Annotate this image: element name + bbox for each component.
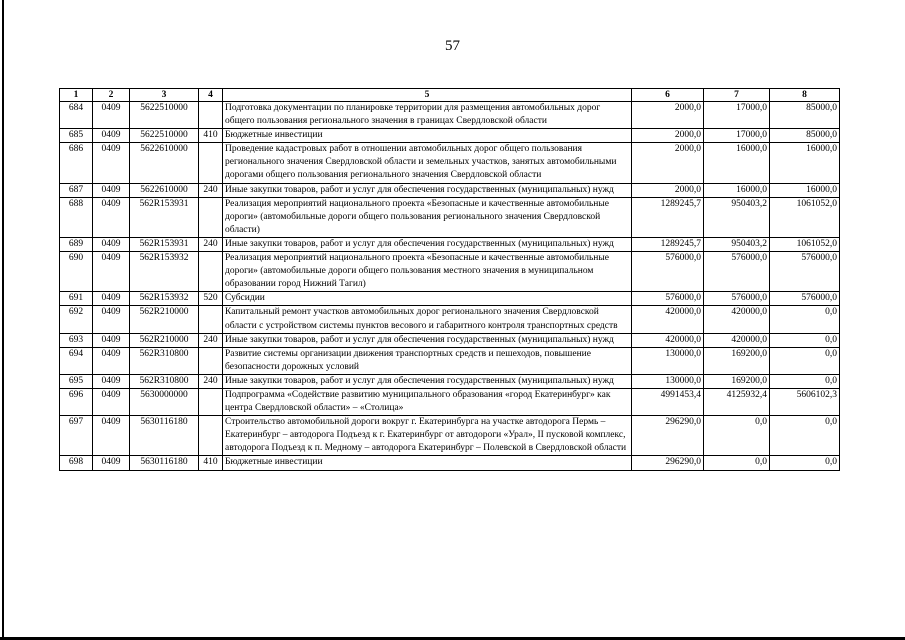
amount-col-8: 0,0 xyxy=(770,374,840,388)
expense-type-code: 240 xyxy=(199,183,223,197)
expense-name: Подготовка документации по планировке территории для размещения автомобильных дорог общего пользования регионального значения в границах Свердловской области xyxy=(223,102,632,129)
expense-type-code: 240 xyxy=(199,237,223,251)
amount-col-8: 16000,0 xyxy=(770,183,840,197)
expense-name: Иные закупки товаров, работ и услуг для обеспечения государственных (муниципальных) нужд xyxy=(223,183,632,197)
target-article-code: 562R153932 xyxy=(130,252,199,292)
amount-col-6: 420000,0 xyxy=(632,306,704,333)
target-article-code: 5630116180 xyxy=(130,416,199,456)
amount-col-8: 0,0 xyxy=(770,333,840,347)
expense-name: Капитальный ремонт участков автомобильных дорог регионального значения Свердловской области с устройством системы пунктов весового и габаритного контроля транспортных средств xyxy=(223,306,632,333)
row-number: 691 xyxy=(60,292,93,306)
section-code: 0409 xyxy=(93,306,130,333)
amount-col-7: 4125932,4 xyxy=(704,388,770,415)
amount-col-8: 0,0 xyxy=(770,347,840,374)
amount-col-7: 950403,2 xyxy=(704,197,770,237)
amount-col-6: 420000,0 xyxy=(632,333,704,347)
table-row xyxy=(60,374,840,388)
amount-col-6: 296290,0 xyxy=(632,456,704,470)
target-article-code: 5630000000 xyxy=(130,388,199,415)
expense-name: Реализация мероприятий национального проекта «Безопасные и качественные автомобильные дороги» (автомобильные дороги общего пользования местного значения в муниципальном образовании город Нижний Тагил) xyxy=(223,252,632,292)
expense-name: Иные закупки товаров, работ и услуг для обеспечения государственных (муниципальных) нужд xyxy=(223,237,632,251)
amount-col-8: 576000,0 xyxy=(770,252,840,292)
table-row xyxy=(60,388,840,415)
target-article-code: 5622510000 xyxy=(130,102,199,129)
table-row xyxy=(60,102,840,129)
amount-col-7: 576000,0 xyxy=(704,252,770,292)
expense-type-code xyxy=(199,102,223,129)
expense-name: Иные закупки товаров, работ и услуг для обеспечения государственных (муниципальных) нужд xyxy=(223,333,632,347)
amount-col-7: 16000,0 xyxy=(704,143,770,183)
table-row xyxy=(60,456,840,470)
row-number: 696 xyxy=(60,388,93,415)
amount-col-6: 2000,0 xyxy=(632,143,704,183)
row-number: 693 xyxy=(60,333,93,347)
section-code: 0409 xyxy=(93,292,130,306)
table-row xyxy=(60,333,840,347)
expense-name: Бюджетные инвестиции xyxy=(223,129,632,143)
amount-col-6: 296290,0 xyxy=(632,416,704,456)
section-code: 0409 xyxy=(93,197,130,237)
target-article-code: 562R153931 xyxy=(130,237,199,251)
row-number: 690 xyxy=(60,252,93,292)
expense-name: Развитие системы организации движения транспортных средств и пешеходов, повышение безопасности дорожных условий xyxy=(223,347,632,374)
row-number: 698 xyxy=(60,456,93,470)
row-number: 697 xyxy=(60,416,93,456)
amount-col-7: 17000,0 xyxy=(704,129,770,143)
col-header-7: 7 xyxy=(704,89,770,102)
amount-col-7: 169200,0 xyxy=(704,374,770,388)
amount-col-7: 0,0 xyxy=(704,456,770,470)
row-number: 686 xyxy=(60,143,93,183)
expense-name: Бюджетные инвестиции xyxy=(223,456,632,470)
table-row xyxy=(60,183,840,197)
expense-type-code: 240 xyxy=(199,333,223,347)
section-code: 0409 xyxy=(93,183,130,197)
target-article-code: 562R153931 xyxy=(130,197,199,237)
target-article-code: 5622610000 xyxy=(130,143,199,183)
table-row xyxy=(60,292,840,306)
page-left-border xyxy=(2,0,4,640)
amount-col-7: 17000,0 xyxy=(704,102,770,129)
budget-table xyxy=(59,88,840,471)
target-article-code: 562R153932 xyxy=(130,292,199,306)
col-header-4: 4 xyxy=(199,89,223,102)
row-number: 694 xyxy=(60,347,93,374)
amount-col-6: 2000,0 xyxy=(632,129,704,143)
amount-col-7: 0,0 xyxy=(704,416,770,456)
expense-name: Реализация мероприятий национального проекта «Безопасные и качественные автомобильные дороги» (автомобильные дороги общего пользования регионального значения Свердловской области) xyxy=(223,197,632,237)
page-number: 57 xyxy=(445,38,460,54)
row-number: 687 xyxy=(60,183,93,197)
table-row xyxy=(60,347,840,374)
amount-col-8: 85000,0 xyxy=(770,102,840,129)
target-article-code: 5622510000 xyxy=(130,129,199,143)
section-code: 0409 xyxy=(93,237,130,251)
section-code: 0409 xyxy=(93,388,130,415)
expense-type-code xyxy=(199,252,223,292)
target-article-code: 5622610000 xyxy=(130,183,199,197)
target-article-code: 562R210000 xyxy=(130,306,199,333)
amount-col-8: 0,0 xyxy=(770,416,840,456)
amount-col-7: 169200,0 xyxy=(704,347,770,374)
amount-col-6: 2000,0 xyxy=(632,183,704,197)
amount-col-7: 16000,0 xyxy=(704,183,770,197)
expense-type-code: 520 xyxy=(199,292,223,306)
table-row xyxy=(60,416,840,456)
table-row xyxy=(60,197,840,237)
section-code: 0409 xyxy=(93,456,130,470)
table-body xyxy=(60,102,840,471)
amount-col-7: 420000,0 xyxy=(704,306,770,333)
col-header-5: 5 xyxy=(223,89,632,102)
amount-col-6: 130000,0 xyxy=(632,374,704,388)
amount-col-7: 420000,0 xyxy=(704,333,770,347)
expense-name: Подпрограмма «Содействие развитию муниципального образования «город Екатеринбург» как центра Свердловской области» – «Столица» xyxy=(223,388,632,415)
amount-col-8: 16000,0 xyxy=(770,143,840,183)
expense-type-code xyxy=(199,143,223,183)
target-article-code: 562R310800 xyxy=(130,347,199,374)
amount-col-8: 1061052,0 xyxy=(770,197,840,237)
row-number: 689 xyxy=(60,237,93,251)
section-code: 0409 xyxy=(93,143,130,183)
expense-type-code xyxy=(199,306,223,333)
table-row xyxy=(60,252,840,292)
section-code: 0409 xyxy=(93,374,130,388)
target-article-code: 562R310800 xyxy=(130,374,199,388)
amount-col-6: 576000,0 xyxy=(632,252,704,292)
header-row xyxy=(60,89,840,102)
amount-col-8: 0,0 xyxy=(770,456,840,470)
amount-col-7: 576000,0 xyxy=(704,292,770,306)
amount-col-6: 1289245,7 xyxy=(632,197,704,237)
expense-type-code xyxy=(199,197,223,237)
expense-type-code: 410 xyxy=(199,129,223,143)
amount-col-6: 576000,0 xyxy=(632,292,704,306)
table-row xyxy=(60,306,840,333)
col-header-2: 2 xyxy=(93,89,130,102)
table-row xyxy=(60,129,840,143)
amount-col-6: 130000,0 xyxy=(632,347,704,374)
col-header-1: 1 xyxy=(60,89,93,102)
target-article-code: 5630116180 xyxy=(130,456,199,470)
row-number: 684 xyxy=(60,102,93,129)
expense-type-code xyxy=(199,416,223,456)
row-number: 695 xyxy=(60,374,93,388)
expense-name: Субсидии xyxy=(223,292,632,306)
expense-name: Проведение кадастровых работ в отношении автомобильных дорог общего пользования регионального значения Свердловской области и земельных участков, занятых автомобильными дорогами общего пользования регионального значения Свердловской области xyxy=(223,143,632,183)
amount-col-7: 950403,2 xyxy=(704,237,770,251)
amount-col-8: 0,0 xyxy=(770,306,840,333)
col-header-6: 6 xyxy=(632,89,704,102)
section-code: 0409 xyxy=(93,129,130,143)
target-article-code: 562R210000 xyxy=(130,333,199,347)
expense-type-code xyxy=(199,388,223,415)
section-code: 0409 xyxy=(93,102,130,129)
row-number: 685 xyxy=(60,129,93,143)
row-number: 692 xyxy=(60,306,93,333)
amount-col-8: 1061052,0 xyxy=(770,237,840,251)
section-code: 0409 xyxy=(93,347,130,374)
amount-col-8: 5606102,3 xyxy=(770,388,840,415)
table-row xyxy=(60,237,840,251)
expense-name: Иные закупки товаров, работ и услуг для обеспечения государственных (муниципальных) нужд xyxy=(223,374,632,388)
expense-name: Строительство автомобильной дороги вокруг г. Екатеринбурга на участке автодорога Пермь – Екатеринбург – автодорога Подъезд к г. Екатеринбург от автодороги «Урал», II пусковой комплекс, автодорога Подъезд к п. Медному – автодорога Екатеринбург – Полевской в Свердловской области xyxy=(223,416,632,456)
expense-type-code: 240 xyxy=(199,374,223,388)
amount-col-6: 2000,0 xyxy=(632,102,704,129)
section-code: 0409 xyxy=(93,333,130,347)
amount-col-8: 576000,0 xyxy=(770,292,840,306)
amount-col-6: 4991453,4 xyxy=(632,388,704,415)
section-code: 0409 xyxy=(93,416,130,456)
expense-type-code xyxy=(199,347,223,374)
row-number: 688 xyxy=(60,197,93,237)
amount-col-6: 1289245,7 xyxy=(632,237,704,251)
table-row xyxy=(60,143,840,183)
col-header-8: 8 xyxy=(770,89,840,102)
expense-type-code: 410 xyxy=(199,456,223,470)
amount-col-8: 85000,0 xyxy=(770,129,840,143)
section-code: 0409 xyxy=(93,252,130,292)
col-header-3: 3 xyxy=(130,89,199,102)
